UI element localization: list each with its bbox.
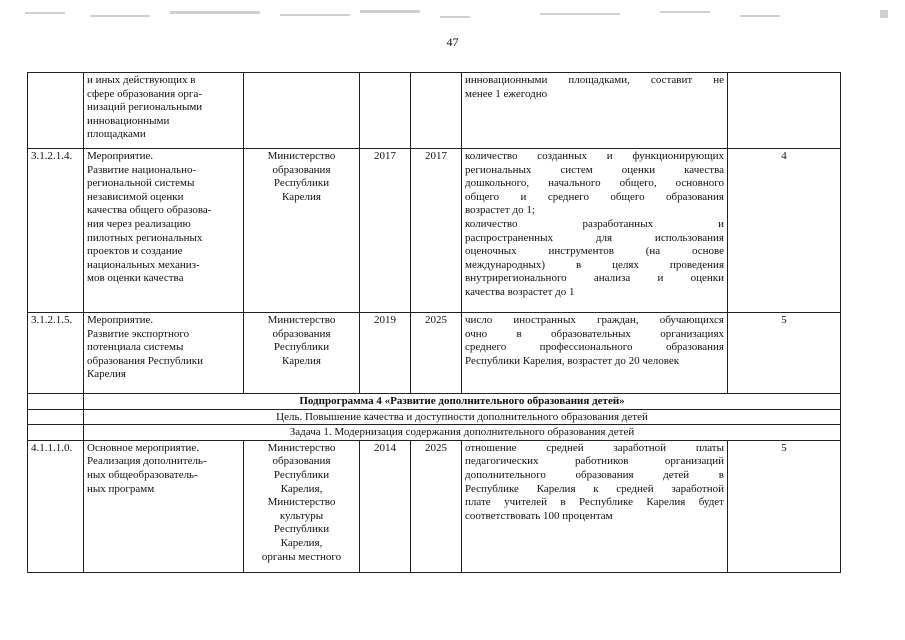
cell-line: национальных механиз- bbox=[87, 258, 200, 271]
indicator-line: оценочных инструментов (на основе bbox=[465, 245, 724, 258]
cell-line: региональной системы bbox=[87, 177, 195, 190]
related-indicator: 5 bbox=[728, 313, 841, 394]
indicator-line: международных) в целях проведения bbox=[465, 258, 724, 271]
task-row-text: Задача 1. Модернизация содержания дополнительного образования детей bbox=[84, 425, 841, 441]
indicator-line: внутрирегионального анализа и оценки bbox=[465, 272, 724, 285]
indicator-line: инновационными площадками, составит не bbox=[465, 74, 724, 86]
cell-line: Республики bbox=[273, 523, 330, 536]
indicator-line: качества возрастет до 1 bbox=[465, 285, 575, 298]
start-year: 2017 bbox=[360, 149, 411, 313]
indicator-line: плате учителей в Республике Карелия будет bbox=[465, 496, 724, 509]
indicator-line: дополнительного образования детей в bbox=[465, 468, 724, 481]
program-table bbox=[27, 72, 841, 573]
row-number: 3.1.2.1.4. bbox=[28, 149, 84, 313]
measure-name bbox=[84, 149, 244, 313]
cell-line: низаций региональными bbox=[87, 101, 203, 114]
row-number: 4.1.1.1.0. bbox=[28, 440, 84, 572]
expected-result bbox=[462, 149, 728, 313]
cell-line: Карелия bbox=[282, 190, 321, 203]
table-row bbox=[28, 440, 841, 572]
responsible-executor bbox=[244, 149, 360, 313]
indicator-line: Республики Карелия, возрастет до 20 человек bbox=[465, 354, 680, 367]
indicator-line: очно в образовательных организациях bbox=[465, 327, 724, 340]
cell-line: инновационными bbox=[87, 114, 170, 127]
row-number-empty bbox=[28, 409, 84, 425]
expected-result bbox=[462, 440, 728, 572]
cell-line: Республики bbox=[273, 177, 330, 190]
cell-line: независимой оценки bbox=[87, 190, 184, 203]
cell-line: образования bbox=[272, 327, 331, 340]
cell-line: пилотных региональных bbox=[87, 231, 203, 244]
start-year: 2014 bbox=[360, 440, 411, 572]
cell-line: Развитие экспортного bbox=[87, 327, 190, 340]
indicator-line: педагогических работников организаций bbox=[465, 455, 724, 468]
end-year: 2025 bbox=[411, 313, 462, 394]
row-number-empty bbox=[28, 394, 84, 410]
indicator-line: соответствовать 100 процентам bbox=[465, 509, 613, 522]
cell-line: Реализация дополнитель- bbox=[87, 455, 207, 468]
task-row bbox=[28, 425, 841, 441]
cell-line: ных общеобразователь- bbox=[87, 468, 198, 481]
goal-row-text: Цель. Повышение качества и доступности дополнительного образования детей bbox=[84, 409, 841, 425]
cell-line: Министерство bbox=[267, 496, 336, 509]
indicator-line: дошкольного, начального общего, основного bbox=[465, 177, 724, 190]
goal-row bbox=[28, 409, 841, 425]
cell-line: проектов и создание bbox=[87, 245, 183, 258]
end-year: 2017 bbox=[411, 149, 462, 313]
row-number: 3.1.2.1.5. bbox=[28, 313, 84, 394]
cell-line: Министерство bbox=[267, 314, 336, 326]
responsible-executor bbox=[244, 440, 360, 572]
cell-line: качества общего образова- bbox=[87, 204, 212, 217]
cell-line: Развитие национально- bbox=[87, 163, 197, 176]
indicator-line: возрастет до 1; bbox=[465, 204, 535, 217]
cell-line: Карелия, bbox=[280, 482, 323, 495]
expected-result bbox=[462, 313, 728, 394]
indicator-line: количество разработанных и bbox=[465, 217, 724, 230]
cell-line: Министерство bbox=[267, 441, 336, 454]
responsible-executor bbox=[244, 73, 360, 149]
indicator-line: количество созданных и функционирующих bbox=[465, 150, 724, 162]
cell-line: Карелия, bbox=[280, 536, 323, 549]
page-number: 47 bbox=[446, 35, 459, 49]
cell-line: Республики bbox=[273, 468, 330, 481]
indicator-line: общего и среднего общего образования bbox=[465, 190, 724, 203]
cell-line: образования Республики bbox=[87, 354, 203, 367]
cell-line: ных программ bbox=[87, 482, 155, 495]
indicator-line: менее 1 ежегодно bbox=[465, 87, 548, 100]
start-year bbox=[360, 73, 411, 149]
cell-line: Мероприятие. bbox=[87, 150, 154, 162]
related-indicator: 5 bbox=[728, 440, 841, 572]
table-row bbox=[28, 73, 841, 149]
subprogram-heading-text: Подпрограмма 4 «Развитие дополнительного образования детей» bbox=[84, 394, 841, 410]
cell-line: Мероприятие. bbox=[87, 314, 154, 326]
end-year: 2025 bbox=[411, 440, 462, 572]
cell-line: и иных действующих в bbox=[87, 74, 196, 86]
cell-line: Министерство bbox=[267, 150, 336, 162]
table-row bbox=[28, 313, 841, 394]
row-number-empty bbox=[28, 425, 84, 441]
expected-result bbox=[462, 73, 728, 149]
start-year: 2019 bbox=[360, 313, 411, 394]
cell-line: Карелия bbox=[87, 368, 126, 381]
cell-line: образования bbox=[272, 455, 331, 468]
cell-line: ния через реализацию bbox=[87, 217, 191, 230]
cell-line: образования bbox=[272, 163, 331, 176]
indicator-line: число иностранных граждан, обучающихся bbox=[465, 314, 724, 326]
cell-line: культуры bbox=[279, 509, 324, 522]
related-indicator: 4 bbox=[728, 149, 841, 313]
cell-line: органы местного bbox=[261, 550, 342, 563]
row-number bbox=[28, 73, 84, 149]
subprogram-heading bbox=[28, 394, 841, 410]
responsible-executor bbox=[244, 313, 360, 394]
measure-name bbox=[84, 313, 244, 394]
cell-line: площадками bbox=[87, 128, 146, 141]
indicator-line: региональных систем оценки качества bbox=[465, 163, 724, 176]
cell-line: потенциала системы bbox=[87, 341, 184, 354]
cell-line: Основное мероприятие. bbox=[87, 441, 200, 454]
measure-name bbox=[84, 73, 244, 149]
indicator-line: среднего профессионального образования bbox=[465, 341, 724, 354]
end-year bbox=[411, 73, 462, 149]
indicator-line: Республике Карелия к средней заработной bbox=[465, 482, 724, 495]
table-row bbox=[28, 149, 841, 313]
related-indicator bbox=[728, 73, 841, 149]
indicator-line: распространенных для использования bbox=[465, 231, 724, 244]
cell-line: Республики bbox=[273, 341, 330, 354]
cell-line: Карелия bbox=[282, 354, 321, 367]
measure-name bbox=[84, 440, 244, 572]
indicator-line: отношение средней заработной платы bbox=[465, 441, 724, 454]
scan-noise-header bbox=[20, 6, 900, 28]
cell-line: мов оценки качества bbox=[87, 272, 184, 285]
cell-line: сфере образования орга- bbox=[87, 87, 202, 100]
